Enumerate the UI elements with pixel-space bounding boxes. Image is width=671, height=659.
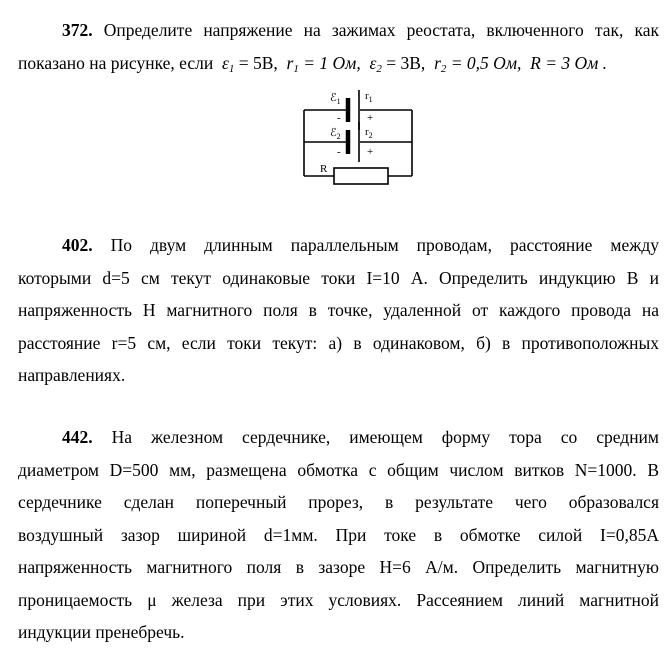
problem-442-line-4: воздушный зазор шириной d=1мм. При токе в обмотке силой I=0,85А (18, 524, 659, 545)
circuit-diagram (300, 88, 420, 193)
problem-442-line-3: сердечнике сделан поперечный прорез, в результате чего образовался (18, 492, 659, 512)
problem-402-number: 402. (62, 235, 93, 255)
problem-402-line-4: расстояние r=5 см, если токи текут: а) в одинаковом, б) в противоположных (18, 332, 659, 353)
problem-442-line-1: 442. На железном сердечнике, имеющем форму тора со средним (62, 427, 659, 447)
battery-1-minus: - (337, 112, 341, 124)
given-eps2: $\varepsilon_2 = 3В$, (369, 52, 426, 75)
battery-1-plus: + (367, 112, 374, 124)
resistor (334, 168, 388, 184)
problem-442-line-5: напряженность магнитного поля в зазоре Н=6 А/м. Определить магнитную (18, 557, 659, 577)
problem-372 (18, 14, 659, 79)
problem-402-line-5: направлениях. (18, 365, 126, 385)
problem-372-line-2: показано на рисунке, если $\varepsilon_1 = 5В$, $r_1 = 1$ Ом, $\varepsilon_2 = 3В$, $r_2 = 0,5$ Ом, R = 3 Ом . (18, 52, 608, 75)
problem-372-number: 372. (62, 20, 93, 40)
given-r2: $r_2 = 0,5$ Ом, (434, 52, 522, 75)
problem-442-line-7: индукции пренебречь. (18, 622, 185, 642)
problem-442 (18, 421, 659, 649)
given-R: R = 3 Ом . (530, 52, 608, 73)
battery-2-minus: - (337, 146, 341, 158)
given-eps1: $\varepsilon_1 = 5В$, (221, 52, 278, 75)
problem-442-number: 442. (62, 427, 93, 447)
eps1-label: ℰ$_1$ (330, 92, 341, 106)
r2-label: $r_2$ (365, 126, 373, 140)
problem-442-line-2: диаметром D=500 мм, размещена обмотка с общим числом витков N=1000. В (18, 459, 659, 480)
problem-372-line-1: 372. Определите напряжение на зажимах реостата, включенного так, как (62, 20, 659, 40)
problem-402-line-2: которыми d=5 см текут одинаковые токи I=10 А. Определить индукцию В и (18, 267, 659, 288)
eps2-label: ℰ$_2$ (330, 127, 341, 141)
problem-402-line-1: 402. По двум длинным параллельным проводам, расстояние между (62, 235, 660, 255)
problem-402-line-3: напряженность Н магнитного поля в точке, удаленной от каждого провода на (18, 300, 659, 320)
resistor-label: R (320, 163, 328, 175)
battery-2-plus: + (367, 146, 374, 158)
problem-402 (18, 229, 659, 392)
r1-label: $r_1$ (365, 90, 373, 104)
problem-442-line-6: проницаемость μ железа при этих условиях. Рассеянием линий магнитной (18, 589, 659, 610)
given-r1: $r_1 = 1$ Ом, (286, 52, 361, 75)
